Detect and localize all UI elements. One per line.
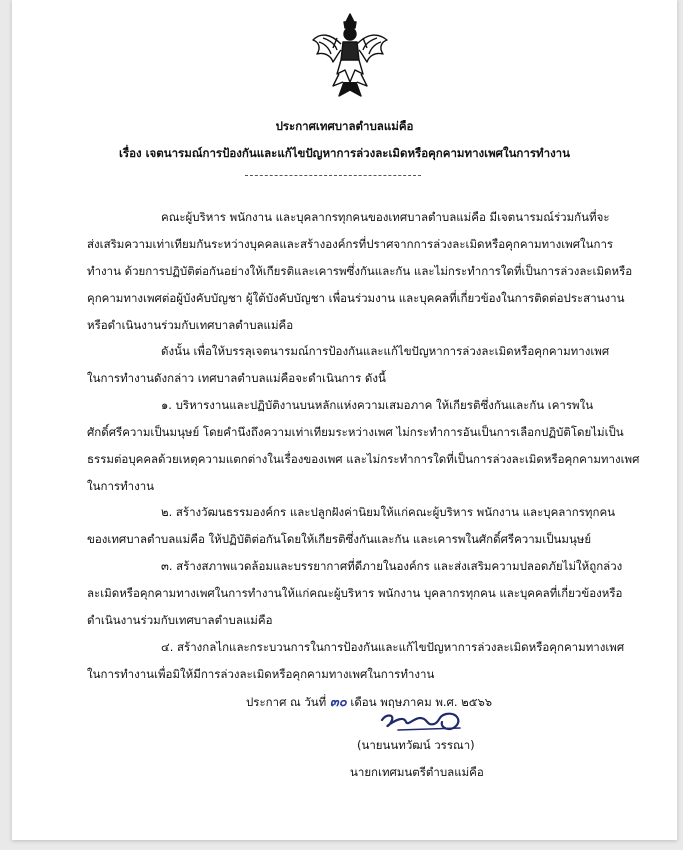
issuer-heading: ประกาศเทศบาลตำบลแม่คือ	[275, 119, 414, 133]
separator-line	[245, 175, 421, 176]
paragraph-line: ๓. สร้างสภาพแวดล้อมและบรรยากาศที่ดีภายในองค์กร และส่งเสริมความปลอดภัยไม่ให้ถูกล่วง	[161, 559, 623, 573]
paragraph-line: ส่งเสริมความเท่าเทียมกันระหว่างบุคคลและสร้างองค์กรที่ปราศจากการล่วงละเมิดหรือคุกคามทางเพศในการ	[87, 237, 614, 251]
document-page	[12, 0, 677, 840]
subject-heading: เรื่อง เจตนารมณ์การป้องกันและแก้ไขปัญหาการล่วงละเมิดหรือคุกคามทางเพศในการทำงาน	[118, 146, 571, 160]
paragraph-line: ธรรมต่อบุคคลด้วยเหตุความแตกต่างในเรื่องของเพศ และไม่กระทำการใดที่เป็นการล่วงละเมิดหรือคุกคามทางเพศ	[87, 452, 640, 466]
paragraph-line: ๑. บริหารงานและปฏิบัติงานบนหลักแห่งความเสมอภาค ให้เกียรติซึ่งกันและกัน เคารพใน	[161, 398, 594, 412]
paragraph-line: ดังนั้น เพื่อให้บรรลุเจตนารมณ์การป้องกันและแก้ไขปัญหาการล่วงละเมิดหรือคุกคามทางเพศ	[161, 344, 610, 358]
garuda-emblem-icon	[311, 12, 389, 98]
paragraph-line: ทำงาน ด้วยการปฏิบัติต่อกันอย่างให้เกียรติและเคารพซึ่งกันและกัน และไม่กระทำการใดที่เป็นการล่วงละเมิดหรือ	[87, 264, 633, 278]
signatory-name: (นายนนทวัฒน์ วรรณา)	[357, 738, 475, 752]
paragraph-line: ๒. สร้างวัฒนธรรมองค์กร และปลูกฝังค่านิยมให้แก่คณะผู้บริหาร พนักงาน และบุคลากรทุกคน	[161, 505, 616, 519]
paragraph-line: คุกคามทางเพศต่อผู้บังคับบัญชา ผู้ใต้บังคับบัญชา เพื่อนร่วมงาน และบุคคลที่เกี่ยวข้องในการติดต่อประสานงาน	[87, 291, 625, 305]
signatory-title: นายกเทศมนตรีตำบลแม่คือ	[350, 765, 484, 779]
paragraph-line: ในการทำงานดังกล่าว เทศบาลตำบลแม่คือจะดำเนินการ ดังนี้	[87, 371, 386, 385]
paragraph-line: คณะผู้บริหาร พนักงาน และบุคลากรทุกคนของเทศบาลตำบลแม่คือ มีเจตนารมณ์ร่วมกันที่จะ	[161, 210, 610, 224]
paragraph-line: ศักดิ์ศรีความเป็นมนุษย์ โดยคำนึงถึงความเท่าเทียมระหว่างเพศ ไม่กระทำการอันเป็นการเลือกปฏิบัติโดยไม่เป็น	[87, 425, 624, 439]
paragraph-line: ในการทำงานเพื่อมิให้มีการล่วงละเมิดหรือคุกคามทางเพศในการทำงาน	[87, 667, 435, 681]
paragraph-line: ๔. สร้างกลไกและกระบวนการในการป้องกันและแก้ไขปัญหาการล่วงละเมิดหรือคุกคามทางเพศ	[161, 640, 625, 654]
paragraph-line: หรือดำเนินงานร่วมกับเทศบาลตำบลแม่คือ	[87, 318, 294, 332]
date-suffix: เดือน พฤษภาคม พ.ศ. ๒๕๖๖	[350, 695, 493, 709]
paragraph-line: ละเมิดหรือคุกคามทางเพศในการทำงานให้แก่คณะผู้บริหาร พนักงาน บุคลากรทุกคน และบุคคลที่เกี่ยวข้องหรือ	[87, 586, 623, 600]
date-day: ๓๐	[329, 695, 347, 710]
paragraph-line: ของเทศบาลตำบลแม่คือ ให้ปฏิบัติต่อกันโดยให้เกียรติซึ่งกันและกัน และเคารพในศักดิ์ศรีความเป็นมนุษย์	[87, 532, 592, 546]
date-prefix: ประกาศ ณ วันที่	[246, 695, 327, 709]
signature-mark	[376, 706, 468, 734]
paragraph-line: ดำเนินงานร่วมกับเทศบาลตำบลแม่คือ	[87, 613, 273, 627]
paragraph-line: ในการทำงาน	[87, 479, 155, 493]
